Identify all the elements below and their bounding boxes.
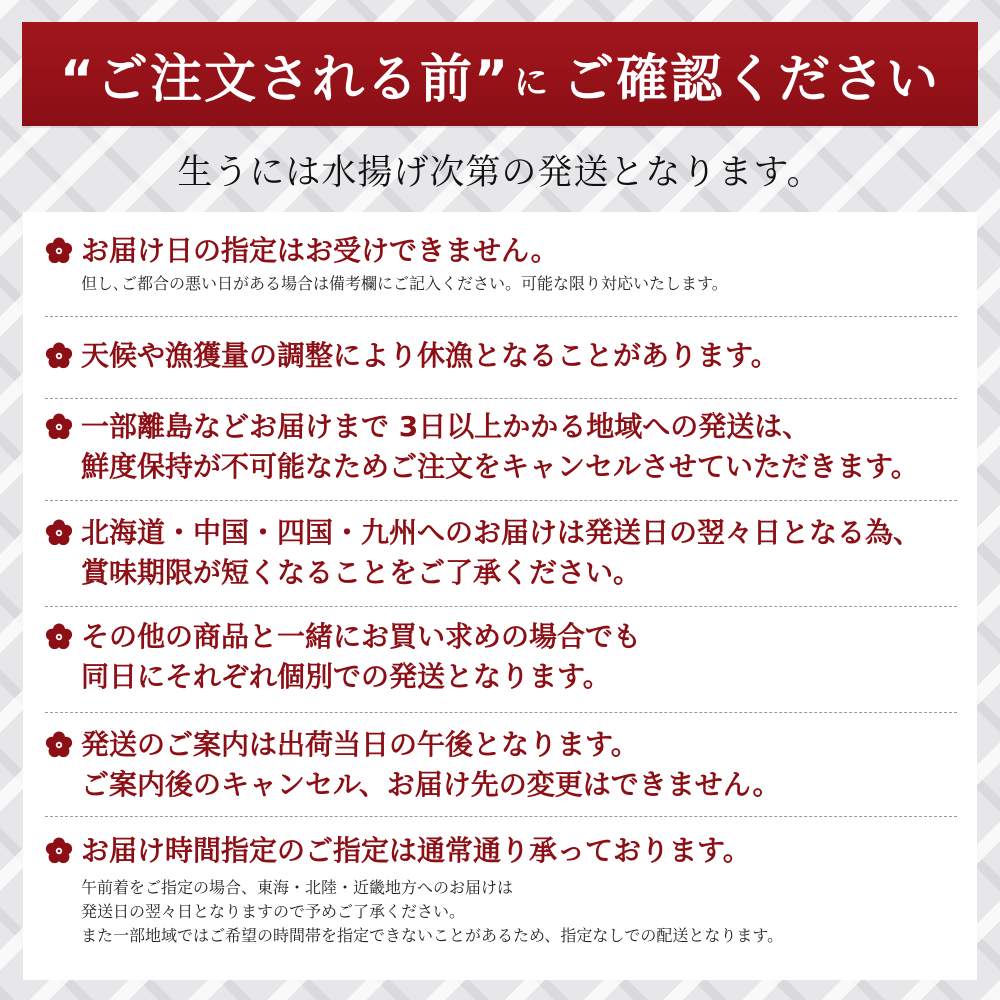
notice-heading: その他の商品と一緒にお買い求めの場合でも xyxy=(81,620,642,653)
notice-heading-continued: ご案内後のキャンセル、お届け先の変更はできません。 xyxy=(81,768,781,801)
notice-heading-continued: 鮮度保持が不可能なためご注文をキャンセルさせていただきます。 xyxy=(81,450,919,483)
dashed-divider xyxy=(45,816,957,817)
plum-blossom-icon xyxy=(45,837,73,865)
subtitle: 生うには水揚げ次第の発送となります。 xyxy=(177,153,823,193)
dashed-divider xyxy=(45,316,957,317)
plum-blossom-icon xyxy=(45,623,73,651)
notice-item-fishing-closure xyxy=(45,339,959,373)
plum-blossom-icon xyxy=(45,237,73,265)
dashed-divider xyxy=(45,606,957,607)
plum-blossom-icon xyxy=(45,519,73,547)
notice-panel xyxy=(23,212,977,980)
notice-note: 午前着をご指定の場合、東海・北陸・近畿地方へのお届けは xyxy=(81,878,514,897)
notice-heading: お届け時間指定のご指定は通常通り承っております。 xyxy=(81,834,751,867)
dashed-divider xyxy=(45,398,957,399)
notice-note: 発送日の翌々日となりますので予めご了承ください。 xyxy=(81,902,466,921)
notice-item-shipping-notice xyxy=(45,728,959,802)
notice-heading: 天候や漁獲量の調整により休漁となることがあります。 xyxy=(81,339,779,372)
plum-blossom-icon xyxy=(45,413,73,441)
header-title-main: “ご注文される前” xyxy=(59,49,511,110)
notice-heading-continued: 賞味期限が短くなることをご了承ください。 xyxy=(81,556,642,589)
notice-item-regional-delivery xyxy=(45,516,959,590)
notice-heading: お届け日の指定はお受けできません。 xyxy=(81,234,559,267)
header-banner xyxy=(22,22,978,126)
notice-heading: 北海道・中国・四国・九州へのお届けは発送日の翌々日となる為、 xyxy=(81,516,922,549)
header-title-confirm: ご確認ください xyxy=(562,49,941,110)
notice-heading-continued: 同日にそれぞれ個別での発送となります。 xyxy=(81,660,611,693)
notice-item-delivery-date xyxy=(45,234,959,296)
plum-blossom-icon xyxy=(45,342,73,370)
dashed-divider xyxy=(45,712,957,713)
notice-heading: 一部離島などお届けまで 3日以上かかる地域への発送は、 xyxy=(81,410,811,443)
notice-item-delivery-time xyxy=(45,834,959,948)
notice-heading: 発送のご案内は出荷当日の午後となります。 xyxy=(81,728,639,761)
plum-blossom-icon xyxy=(45,731,73,759)
dashed-divider xyxy=(45,500,957,501)
notice-item-separate-shipping xyxy=(45,620,959,694)
header-title-particle: に xyxy=(514,62,549,103)
notice-item-remote-islands xyxy=(45,410,959,484)
notice-note: また一部地域ではご希望の時間帯を指定できないことがあるため、指定なしでの配送となります。 xyxy=(81,926,784,945)
notice-note: 但し､ご都合の悪い日がある場合は備考欄にご記入ください。可能な限り対応いたします。 xyxy=(81,274,728,293)
